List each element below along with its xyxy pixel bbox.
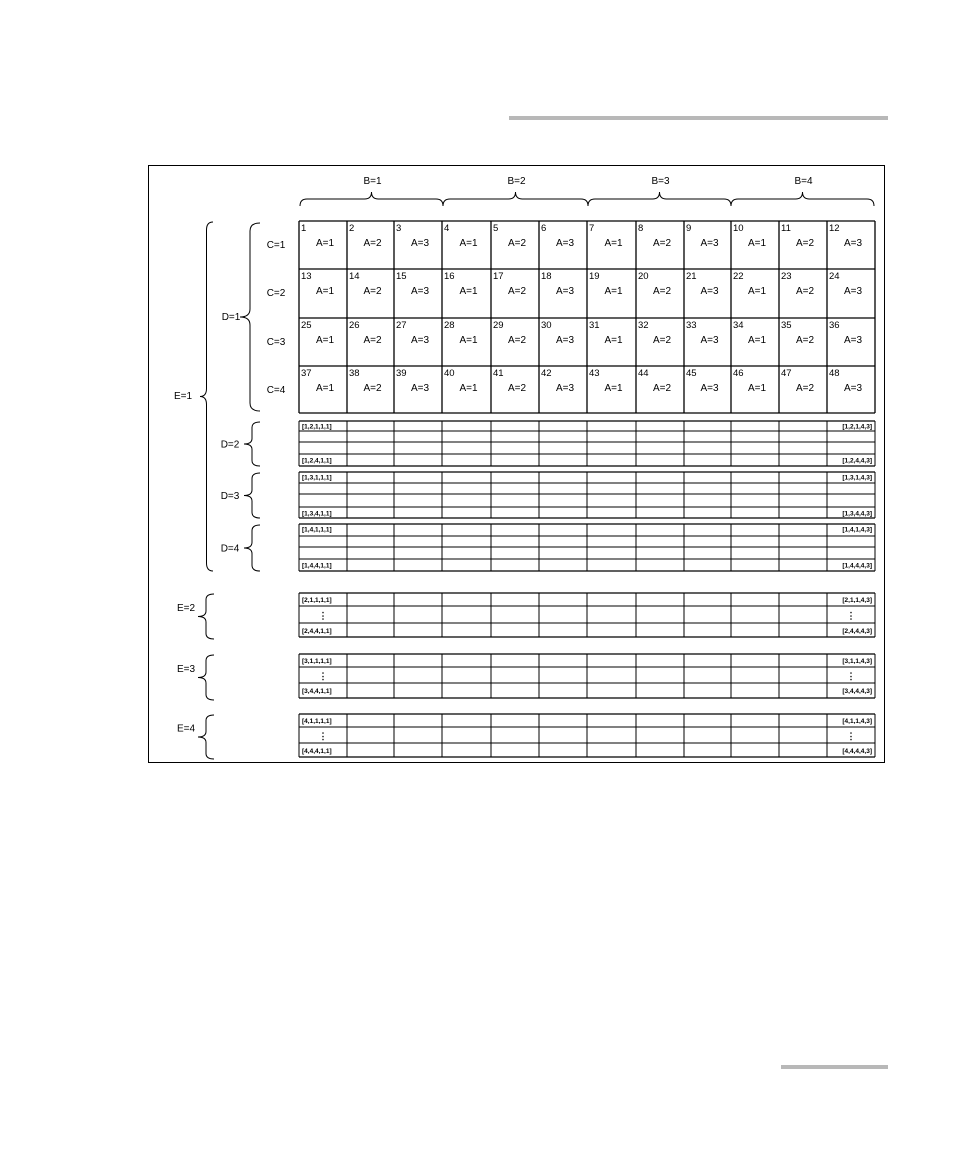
index-tag: [1,4,1,1,1] [302,526,332,534]
cell-number: 14 [349,271,360,282]
b-brace [300,192,443,206]
a-label: A=3 [700,286,719,297]
cell-number: 39 [396,368,407,379]
index-tag: [1,3,4,1,1] [302,510,332,518]
cell-number: 5 [493,223,499,234]
cell-number: 25 [301,320,312,331]
e-brace [198,655,214,700]
e-label: E=4 [176,723,196,735]
a-label: A=2 [363,238,382,249]
b-brace [731,192,874,206]
index-tag: [2,1,1,4,3] [842,597,872,604]
index-tag: [1,2,4,4,3] [842,457,872,465]
index-tag: [4,4,4,1,1] [302,748,332,755]
a-label: A=2 [795,335,815,346]
b-label: B=1 [363,176,382,187]
index-tag: [3,4,4,4,3] [842,688,872,695]
a-label: A=2 [363,383,382,394]
a-label: A=1 [604,335,623,346]
cell-number: 40 [444,368,455,379]
a-label: A=1 [459,238,478,249]
a-label: A=1 [459,383,478,394]
index-tag: [1,2,1,1,1] [302,423,332,431]
a-label: A=2 [507,383,527,394]
cell-number: 44 [638,368,649,379]
a-label: A=3 [843,238,863,249]
a-label: A=3 [410,383,430,394]
index-tag: [4,4,4,4,3] [842,748,872,755]
b-label: B=3 [651,176,670,187]
a-label: A=3 [843,286,863,297]
b-brace [443,192,588,206]
index-tag: [1,3,1,4,3] [842,474,872,482]
index-tag: [2,1,1,1,1] [302,597,332,604]
index-tag: [1,4,1,4,3] [842,526,872,534]
a-label: A=2 [652,238,672,249]
a-label: A=2 [507,335,527,346]
a-label: A=3 [555,286,575,297]
ellipsis-mark: ⋮ [318,610,328,621]
a-label: A=1 [315,238,335,249]
cell-number: 13 [301,271,312,282]
a-label: A=1 [459,335,478,346]
a-label: A=1 [604,238,623,249]
cell-number: 48 [829,368,840,379]
ellipsis-mark: ⋮ [846,671,856,681]
d-label: D=2 [220,439,240,451]
cell-number: 7 [589,223,595,234]
e-label: E=3 [176,664,196,675]
cell-number: 37 [301,368,312,379]
b-label: B=4 [794,176,813,187]
a-label: A=2 [795,286,815,297]
cell-number: 30 [541,320,552,331]
ellipsis-mark: ⋮ [318,671,328,681]
c-label: C=3 [266,337,286,348]
cell-number: 29 [493,320,504,331]
d-label: D=3 [220,491,240,502]
ellipsis-mark: ⋮ [846,610,856,621]
a-label: A=1 [459,286,478,297]
cell-number: 23 [781,271,792,282]
cell-number: 21 [686,271,697,282]
a-label: A=3 [843,383,863,394]
a-label: A=1 [747,286,767,297]
cell-number: 38 [349,368,360,379]
ellipsis-mark: ⋮ [318,731,328,741]
a-label: A=2 [363,286,382,297]
a-label: A=2 [652,335,672,346]
index-tag: [1,2,4,1,1] [302,457,332,465]
index-tag: [2,4,4,4,3] [842,628,872,635]
a-label: A=3 [700,383,719,394]
a-label: A=1 [315,286,335,297]
cell-number: 9 [686,223,692,234]
cell-number: 32 [638,320,649,331]
cell-number: 34 [733,320,744,331]
index-tag: [1,2,1,4,3] [842,423,872,431]
index-tag: [3,1,1,4,3] [842,658,872,665]
index-tag: [4,1,1,4,3] [842,718,872,725]
cell-number: 46 [733,368,744,379]
c-label: C=4 [266,385,286,396]
cell-number: 6 [541,223,547,234]
a-label: A=2 [795,238,815,249]
cell-number: 42 [541,368,552,379]
index-tag: [1,4,4,4,3] [842,562,872,570]
cell-number: 19 [589,271,600,282]
a-label: A=2 [363,335,382,346]
a-label: A=1 [747,335,767,346]
cell-number: 47 [781,368,792,379]
d-label: D=1 [221,312,241,323]
a-label: A=2 [507,238,527,249]
a-label: A=1 [604,383,623,394]
d-brace [244,473,260,518]
ellipsis-mark: ⋮ [846,731,856,741]
cell-number: 26 [349,320,360,331]
index-tag: [4,1,1,1,1] [302,718,332,725]
a-label: A=2 [507,286,527,297]
cell-number: 43 [589,368,600,379]
e-label: E=1 [173,391,193,402]
a-label: A=2 [652,286,672,297]
cell-number: 2 [349,223,355,234]
b-brace [588,192,731,206]
a-label: A=1 [747,238,767,249]
a-label: A=2 [652,383,672,394]
d-brace [244,525,260,571]
cell-number: 41 [493,368,504,379]
index-tag: [3,1,1,1,1] [302,658,332,665]
b-label: B=2 [507,176,526,187]
cell-number: 1 [301,223,307,234]
cell-number: 33 [686,320,697,331]
d-brace [244,422,260,466]
cell-number: 35 [781,320,792,331]
e-brace [198,715,214,759]
cell-number: 22 [733,271,744,282]
a-label: A=2 [795,383,815,394]
cell-number: 3 [396,223,402,234]
c-label: C=2 [266,288,286,299]
c-brace [240,223,260,411]
a-label: A=3 [700,335,719,346]
a-label: A=3 [410,238,430,249]
index-tag: [1,4,4,1,1] [302,562,332,570]
index-tag: [2,4,4,1,1] [302,628,332,635]
cell-number: 15 [396,271,407,282]
a-label: A=3 [410,335,430,346]
cell-number: 36 [829,320,840,331]
footer-rule [781,1065,888,1069]
cell-number: 27 [396,320,407,331]
cell-number: 20 [638,271,649,282]
cell-number: 11 [781,223,791,234]
index-tag: [1,3,4,4,3] [842,510,872,518]
index-tag: [3,4,4,1,1] [302,688,332,695]
cell-number: 24 [829,271,840,282]
cell-number: 10 [733,223,744,234]
cell-number: 31 [589,320,600,331]
e-label: E=2 [176,603,196,614]
a-label: A=3 [555,383,575,394]
c-label: C=1 [266,240,286,251]
a-label: A=3 [700,238,719,249]
a-label: A=3 [410,286,430,297]
a-label: A=1 [604,286,623,297]
a-label: A=1 [315,383,335,394]
a-label: A=3 [843,335,863,346]
e-brace [200,222,213,571]
cell-number: 45 [686,368,697,379]
index-tag: [1,3,1,1,1] [302,474,332,482]
a-label: A=3 [555,238,575,249]
a-label: A=1 [315,335,335,346]
cell-number: 12 [829,223,840,234]
cell-number: 17 [493,271,504,282]
a-label: A=1 [747,383,767,394]
cell-number: 4 [444,223,450,234]
a-label: A=3 [555,335,575,346]
cell-number: 28 [444,320,455,331]
d-label: D=4 [220,543,240,555]
e-brace [198,594,214,639]
cell-number: 16 [444,271,455,282]
cell-number: 18 [541,271,552,282]
cell-number: 8 [638,223,644,234]
